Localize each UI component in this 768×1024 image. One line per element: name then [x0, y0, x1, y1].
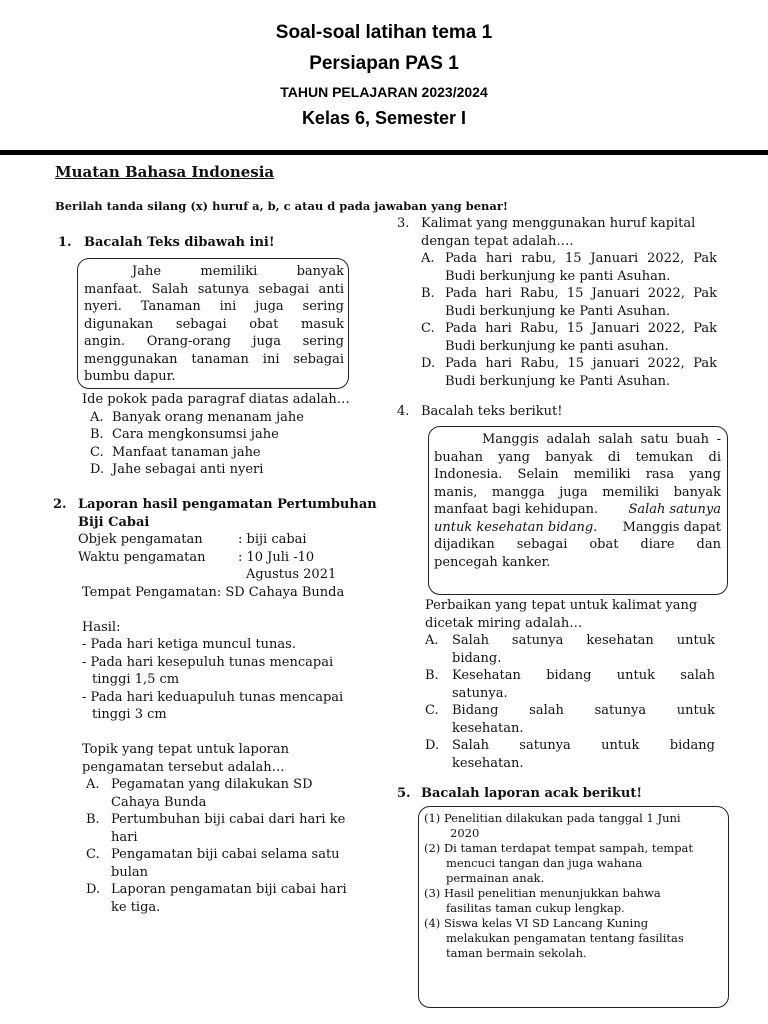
- q2-result-item: tinggi 3 cm: [92, 707, 167, 722]
- option-letter: D.: [90, 462, 105, 477]
- q1-para-line: angin. Orang-orang juga sering: [84, 334, 344, 349]
- q1-para-line: digunakan sebagai obat masuk: [84, 316, 344, 332]
- q3-option-b[interactable]: [421, 285, 717, 320]
- q3-question-cont: dengan tepat adalah….: [421, 233, 574, 249]
- question-1: [58, 234, 358, 252]
- q4-option-c[interactable]: [425, 702, 715, 737]
- q5-item-text: (4) Siswa kelas VI SD Lancang Kuning: [424, 916, 649, 930]
- q2-place: Tempat Pengamatan: SD Cahaya Bunda: [82, 584, 345, 600]
- q2-result-item: tinggi 1,5 cm: [92, 672, 180, 687]
- question-2: [53, 496, 377, 916]
- q2-title: Laporan hasil pengamatan Pertumbuhan: [78, 497, 377, 512]
- header-title: Soal-soal latihan tema 1: [275, 22, 493, 43]
- q5-item-1: [424, 811, 724, 841]
- q1-para-line: manfaat. Salah satunya sebagai anti: [84, 281, 344, 297]
- q1-para-line: menggunakan tanaman ini sebagai: [84, 351, 344, 367]
- option-text: Manfaat tanaman jahe: [112, 444, 261, 460]
- q3-option-c[interactable]: [421, 320, 717, 355]
- q2-time-label: Waktu pengamatan: [78, 549, 206, 565]
- q4-number: 4.: [397, 404, 410, 419]
- q5-item-4: [424, 916, 724, 961]
- q2-result-item: - Pada hari ketiga muncul tunas.: [82, 637, 296, 652]
- q2-option-b[interactable]: [86, 811, 373, 846]
- option-text: Cara mengkonsumsi jahe: [112, 427, 279, 442]
- q4-para-line: Indonesia. Selain memiliki rasa yang: [434, 467, 721, 482]
- q5-prompt: Bacalah laporan acak berikut!: [421, 786, 643, 801]
- option-text-cont: Budi berkunjung ke Panti Asuhan.: [445, 373, 671, 389]
- q4-para-line: Manggis adalah salah satu buah -: [482, 432, 721, 447]
- option-text-cont: bulan: [111, 864, 148, 880]
- option-text: Pada hari Rabu, 15 januari 2022, Pak: [445, 356, 717, 371]
- option-letter: C.: [86, 847, 100, 862]
- option-text-cont: Cahaya Bunda: [111, 794, 207, 810]
- q4-question-cont: dicetak miring adalah…: [425, 615, 583, 631]
- header-grade: Kelas 6, Semester I: [301, 108, 467, 128]
- q1-para-line: nyeri. Tanaman ini juga sering: [84, 299, 344, 314]
- q5-item-text-cont: permainan anak.: [446, 871, 545, 885]
- q2-time-value: : 10 Juli -10: [238, 549, 315, 565]
- q1-option-b[interactable]: [90, 426, 372, 444]
- q1-option-a[interactable]: [90, 409, 372, 427]
- q5-item-text: (1) Penelitian dilakukan pada tanggal 1 Juni: [424, 811, 681, 825]
- option-letter: C.: [421, 321, 435, 336]
- option-letter: C.: [425, 703, 439, 718]
- option-text: Pertumbuhan biji cabai dari hari ke: [111, 812, 346, 827]
- question-3: [397, 215, 717, 390]
- q2-question: Topik yang tepat untuk laporan: [82, 742, 289, 757]
- q5-item-text-cont: 2020: [450, 826, 480, 840]
- option-text: Laporan pengamatan biji cabai hari: [111, 882, 347, 897]
- q4-question-block: [425, 597, 715, 772]
- option-text: Pada hari rabu, 15 Januari 2022, Pak: [445, 251, 717, 266]
- q5-list: [424, 811, 724, 961]
- q2-number: 2.: [53, 497, 67, 512]
- q4-para-line: dijadikan sebagai obat diare dan: [434, 537, 721, 552]
- q1-option-d[interactable]: [90, 461, 372, 479]
- q3-number: 3.: [397, 216, 410, 231]
- q2-title-cont: Biji Cabai: [78, 514, 150, 530]
- q3-question: Kalimat yang menggunakan huruf kapital: [421, 216, 696, 231]
- q4-para-text: Manggis dapat: [622, 519, 721, 535]
- option-text: Pada hari Rabu, 15 Januari 2022, Pak: [445, 321, 717, 336]
- q3-option-a[interactable]: [421, 250, 717, 285]
- q4-option-a[interactable]: [425, 632, 715, 667]
- q3-option-d[interactable]: [421, 355, 717, 390]
- option-letter: D.: [86, 882, 101, 897]
- header-subtitle: Persiapan PAS 1: [309, 53, 459, 74]
- q1-question-block: [82, 391, 372, 479]
- option-text: Kesehatan bidang untuk salah: [452, 668, 715, 683]
- option-text: Jahe sebagai anti nyeri: [112, 462, 264, 477]
- option-text: Bidang salah satunya untuk: [452, 703, 715, 718]
- option-text-cont: Budi berkunjung ke Panti Asuhan.: [445, 303, 671, 319]
- q2-result-label: Hasil:: [82, 619, 121, 635]
- q2-object-value: : biji cabai: [238, 532, 307, 547]
- q5-item-text: (2) Di taman terdapat tempat sampah, tempat: [424, 841, 694, 855]
- question-5: [397, 785, 717, 803]
- option-letter: B.: [86, 812, 100, 827]
- q2-option-a[interactable]: [86, 776, 373, 811]
- option-letter: D.: [421, 356, 436, 371]
- option-letter: C.: [90, 444, 104, 460]
- option-letter: B.: [90, 427, 104, 442]
- q2-question-cont: pengamatan tersebut adalah…: [82, 759, 285, 775]
- q4-para-line: [434, 501, 721, 519]
- q4-question: Perbaikan yang tepat untuk kalimat yang: [425, 598, 698, 613]
- option-letter: A.: [90, 409, 104, 425]
- q4-para-line: pencegah kanker.: [434, 554, 551, 570]
- option-text-cont: kesehatan.: [452, 720, 524, 736]
- option-text-cont: Budi berkunjung ke panti Asuhan.: [445, 268, 671, 284]
- q5-item-text-cont: fasilitas taman cukup lengkap.: [446, 901, 625, 915]
- q4-prompt: Bacalah teks berikut!: [421, 404, 563, 419]
- q1-question: Ide pokok pada paragraf diatas adalah…: [82, 392, 350, 407]
- option-text: Salah satunya untuk bidang: [452, 738, 715, 753]
- q5-item-3: [424, 886, 724, 916]
- q2-result-item: - Pada hari kesepuluh tunas mencapai: [82, 654, 334, 670]
- option-text: Pengamatan biji cabai selama satu: [111, 847, 340, 862]
- question-4: [397, 403, 717, 421]
- q1-para-line: Jahe memiliki banyak: [132, 264, 344, 279]
- option-text-cont: bidang.: [452, 650, 502, 666]
- option-text: Banyak orang menanam jahe: [112, 409, 304, 425]
- q5-item-2: [424, 841, 724, 886]
- q2-time-value-cont: Agustus 2021: [246, 567, 337, 582]
- q2-result-item: - Pada hari keduapuluh tunas mencapai: [82, 689, 344, 705]
- header-year: TAHUN PELAJARAN 2023/2024: [280, 84, 488, 100]
- q4-para-line: manis, mangga juga memiliki banyak: [434, 484, 721, 500]
- option-letter: D.: [425, 738, 440, 753]
- q4-para-line: [434, 519, 721, 537]
- q1-prompt: [58, 234, 358, 252]
- option-text-cont: kesehatan.: [452, 755, 524, 771]
- q4-para-line: buahan yang banyak di temukan di: [434, 449, 721, 465]
- option-letter: A.: [421, 251, 435, 266]
- header-divider: [0, 150, 768, 155]
- q5-item-text: (3) Hasil penelitian menunjukkan bahwa: [424, 886, 661, 900]
- q4-italic-text: Salah satunya: [628, 502, 721, 517]
- option-letter: A.: [425, 633, 439, 648]
- q1-para-line: bumbu dapur.: [84, 369, 176, 384]
- q1-paragraph: [84, 263, 344, 386]
- q2-option-d[interactable]: [86, 881, 373, 916]
- option-text-cont: Budi berkunjung ke panti asuhan.: [445, 338, 669, 354]
- q5-item-text-cont: taman bermain sekolah.: [446, 946, 587, 960]
- option-text: Salah satunya kesehatan untuk: [452, 633, 715, 648]
- q5-item-text-cont: mencuci tangan dan juga wahana: [446, 856, 643, 870]
- q4-italic-text: untuk kesehatan bidang.: [434, 519, 598, 535]
- option-letter: A.: [86, 777, 100, 792]
- q2-option-c[interactable]: [86, 846, 373, 881]
- q1-number: 1.: [58, 235, 72, 250]
- q2-object-label: Objek pengamatan: [78, 532, 203, 547]
- option-text-cont: satunya.: [452, 685, 508, 701]
- option-text-cont: ke tiga.: [111, 899, 161, 915]
- q5-number: 5.: [397, 786, 411, 801]
- q1-prompt-text: Bacalah Teks dibawah ini!: [84, 235, 275, 250]
- q5-item-text-cont: melakukan pengamatan tentang fasilitas: [446, 931, 684, 945]
- section-title: Muatan Bahasa Indonesia: [55, 163, 275, 181]
- option-letter: B.: [421, 286, 435, 301]
- q1-option-c[interactable]: [90, 444, 372, 462]
- option-text: Pada hari Rabu, 15 Januari 2022, Pak: [445, 286, 717, 301]
- option-text: Pegamatan yang dilakukan SD: [111, 777, 313, 792]
- q4-option-b[interactable]: [425, 667, 715, 702]
- q4-para-text: manfaat bagi kehidupan.: [434, 502, 599, 517]
- instruction: Berilah tanda silang (x) huruf a, b, c atau d pada jawaban yang benar!: [55, 199, 508, 213]
- q4-paragraph: [434, 431, 721, 571]
- option-letter: B.: [425, 668, 439, 683]
- q4-option-d[interactable]: [425, 737, 715, 772]
- option-text-cont: hari: [111, 829, 138, 845]
